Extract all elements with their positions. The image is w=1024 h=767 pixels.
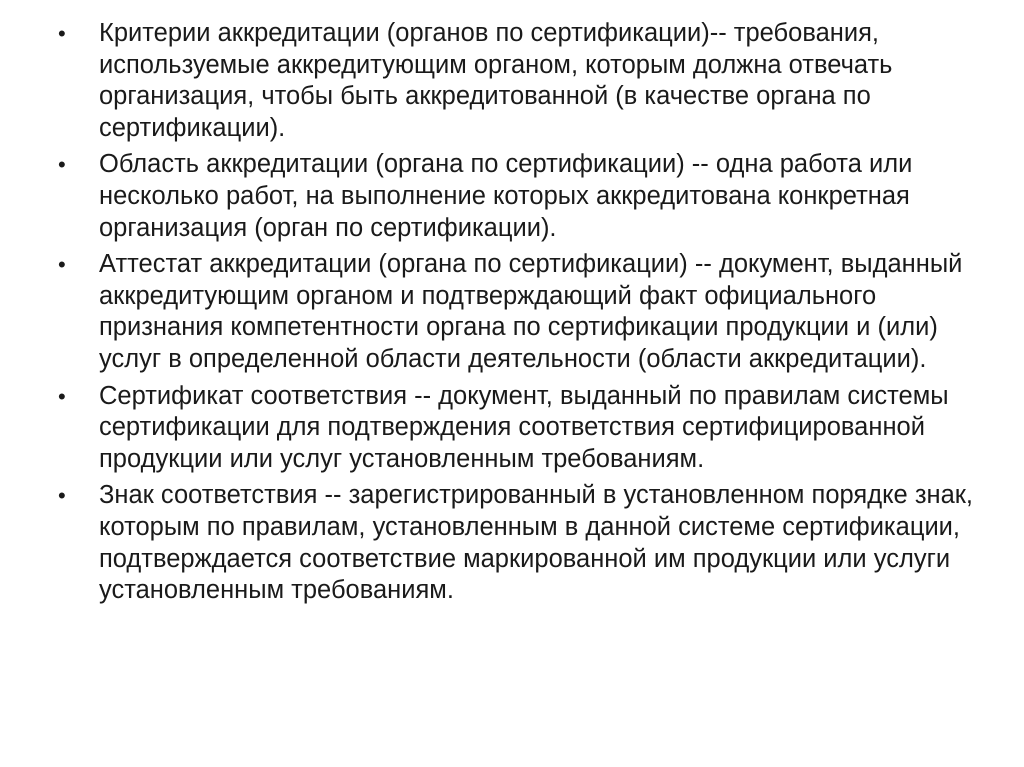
bullet-icon: • <box>58 383 66 409</box>
bullet-icon: • <box>58 21 66 46</box>
list-item-text: Сертификат соответствия -- документ, выданный по правилам системы сертификации для подтверждения соответствия сертифицированной продукции или услуг установленным требованиям. <box>99 381 949 473</box>
list-item-text: Критерии аккредитации (органов по сертификации)-- требования, используемые аккредитующим органом, которым должна отвечать организация, чтобы быть аккредитованной (в качестве органа по сертификации). <box>99 19 893 142</box>
list-item-text: Знак соответствия -- зарегистрированный в установленном порядке знак, которым по правилам, установленным в данной системе сертификации, подтверждается соответствие маркированной им продукции или услуги установленным требованиям. <box>99 481 974 605</box>
list-item-text: Аттестат аккредитации (органа по сертификации) -- документ, выданный аккредитующим органом и подтверждающий факт официального признания компетентности органа по сертификации продукции и (или) услуг в определенной области деятельности (области аккредитации). <box>99 250 963 373</box>
bullet-icon: • <box>58 483 66 509</box>
list-item <box>58 18 978 144</box>
list-item <box>58 149 978 244</box>
definition-list <box>58 18 978 612</box>
list-item <box>58 249 978 375</box>
list-item-text: Область аккредитации (органа по сертификации) -- одна работа или несколько работ, на выполнение которых аккредитована конкретная организация (орган по сертификации). <box>99 150 913 242</box>
list-item <box>58 480 978 606</box>
list-item <box>58 381 978 476</box>
bullet-icon: • <box>58 152 66 178</box>
bullet-icon: • <box>58 252 66 278</box>
